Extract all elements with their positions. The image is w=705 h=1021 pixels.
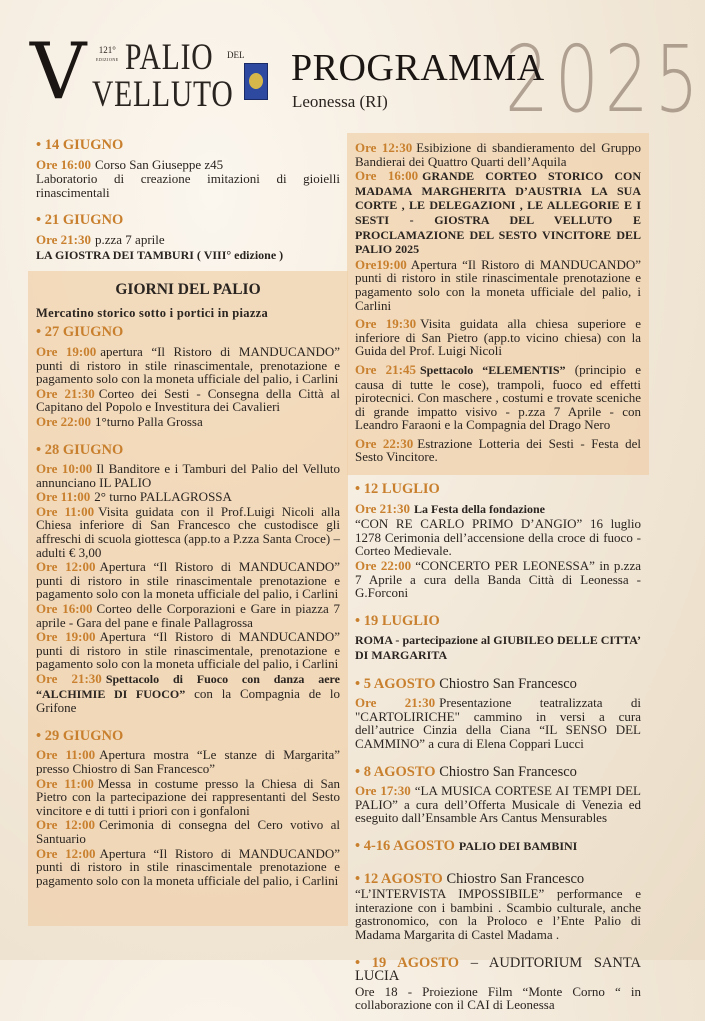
location: Leonessa (RI) — [292, 92, 388, 111]
event-entry — [355, 887, 641, 941]
event-entry — [36, 415, 340, 429]
event-time: Ore 12:30 — [355, 140, 413, 155]
event-time: Ore 11:00 — [36, 775, 94, 791]
event-text: Laboratorio di creazione imitazioni di gioielli rinascimentali — [36, 171, 340, 200]
palio-del-velluto-logo: V 121° EDIZIONE PALIO DEL VELLUTO — [30, 27, 245, 117]
event-time: Ore 11:00 — [36, 747, 96, 763]
spacer — [355, 1013, 641, 1021]
event-entry — [36, 387, 340, 414]
day-place: Chiostro San Francesco — [439, 763, 577, 780]
event-entry — [355, 169, 641, 257]
event-entry — [36, 505, 340, 559]
event-entry — [355, 502, 641, 517]
event-entry — [36, 462, 340, 489]
spacer — [36, 716, 340, 724]
event-entry — [36, 233, 340, 247]
event-entry — [355, 437, 641, 464]
day-heading — [355, 954, 641, 985]
event-text: Esibizione di sbandieramento del Gruppo Bandierai dei Quattro Quarti dell’Aquila — [355, 140, 641, 169]
event-text: Corteo dei Sesti - Consegna della Città al Capitano del Popolo e Investitura dei Cavalieri — [36, 385, 340, 415]
day-date: • 4-16 AGOSTO — [355, 837, 455, 854]
spacer — [36, 200, 340, 208]
day-date: • 12 LUGLIO — [355, 481, 440, 498]
event-time: Ore 19:30 — [355, 316, 417, 332]
event-time: Ore 21:30 — [36, 671, 102, 686]
event-time: Ore 12:00 — [36, 845, 96, 861]
event-entry — [36, 847, 340, 888]
event-text: Apertura “Il Ristoro di MANDUCANDO” punti di ristoro in stile rinascimentale prenotazione e pagamento solo con la moneta ufficiale del palio, i Carlini — [355, 256, 641, 313]
header — [0, 0, 705, 133]
event-title: ROMA - partecipazione al GIUBILEO DELLE CITTA’ DI MARGARITA — [355, 633, 641, 662]
event-time: Ore 16:00 — [355, 168, 419, 184]
event-time: Ore 10:00 — [36, 461, 93, 477]
event-time: Ore 12:00 — [36, 817, 96, 833]
day-heading — [355, 612, 641, 629]
spacer — [36, 263, 340, 271]
event-time: Ore 19:00 — [36, 629, 96, 645]
day-date: • 19 LUGLIO — [355, 612, 440, 629]
event-text: Estrazione Lotteria dei Sesti - Festa del Sesto Vincitore. — [355, 435, 642, 465]
edition: 121° EDIZIONE — [96, 45, 119, 62]
day-heading — [355, 837, 641, 854]
event-entry — [355, 633, 641, 662]
event-time: Ore 12:00 — [36, 559, 96, 575]
event-entry — [36, 248, 340, 263]
event-text: “CON RE CARLO PRIMO D’ANGIO” 16 luglio 1278 Cerimonia dell’accensione della croce di fuoco - Corteo Medievale. — [355, 516, 641, 559]
day-date: • 14 GIUGNO — [36, 137, 124, 153]
day-heading — [355, 675, 641, 692]
event-text: Visita guidata alla chiesa superiore e inferiore di San Pietro (app.to vicino chiesa) con la Guida del Prof. Luigi Nicoli — [355, 316, 642, 359]
event-text: Visita guidata con il Prof.Luigi Nicoli alla Chiesa inferiore di San Francesco che custodisce gli affreschi di scuola giottesca (app.to a P.zza Santa Croce) – adulti € 3,00 — [36, 503, 341, 560]
event-entry — [36, 602, 340, 629]
day-title: PALIO DEI BAMBINI — [458, 838, 578, 853]
event-time: Ore 11:00 — [36, 503, 95, 519]
day-date: • 28 GIUGNO — [36, 441, 124, 458]
event-time: Ore 21:30 — [36, 231, 91, 247]
giorni-del-palio-box — [28, 271, 348, 926]
day-heading — [36, 139, 340, 153]
spacer — [355, 826, 641, 834]
event-title: GRANDE CORTEO STORICO CON MADAMA MARGHERITA D’AUSTRIA LA SUA CORTE , LE DELEGAZIONI , LE ALLEGORIE E I SESTI - GIOSTRA DEL VELLUTO E PROCLAMAZIONE DEL SESTO VINCITORE DEL PALIO 2025 — [355, 169, 641, 257]
event-entry — [36, 560, 340, 601]
day-date: • 27 GIUGNO — [36, 324, 124, 341]
day-heading — [355, 763, 641, 780]
day-date: • 5 AGOSTO — [355, 675, 436, 692]
event-text: 2° turno PALLAGROSSA — [94, 489, 232, 505]
spacer — [355, 943, 641, 951]
event-text: 1°turno Palla Grossa — [95, 413, 203, 429]
event-time: Ore 22:00 — [36, 413, 91, 429]
event-entry — [36, 158, 340, 172]
event-time: Ore 19:00 — [36, 343, 97, 359]
event-entry — [36, 818, 340, 845]
event-entry — [36, 672, 340, 715]
event-text: Ore 18 - Proiezione Film “Monte Corno “ in collaborazione con il CAI di Leonessa — [355, 983, 641, 1013]
event-time: Ore 21:45 — [355, 361, 416, 377]
spacer — [36, 430, 340, 438]
spacer — [355, 752, 641, 760]
day-heading — [36, 326, 340, 340]
page-title: PROGRAMMA — [291, 47, 545, 89]
event-text: Presentazione teatralizzata di "CARTOLIRICHE" cammino in versi a cura dell’autrice Cinzia della Ciana “IL SENSO DEL CAMMINO” a cura di Elena Coppari Lucci — [355, 695, 641, 751]
event-entry — [355, 363, 641, 432]
event-text: “L’INTERVISTA IMPOSSIBILE” performance e interazione con i bambini . Scambio culturale, anche gastronomico, con la Proloco e l’Ente Palio di Madama Margarita di Castel Madama . — [355, 886, 641, 942]
event-title: La Festa della fondazione — [414, 501, 545, 516]
event-time: Ore 21:30 — [355, 695, 436, 711]
event-entry — [355, 517, 641, 558]
event-entry — [36, 490, 340, 504]
event-text: “LA MUSICA CORTESE AI TEMPI DEL PALIO” a cura dell’Offerta Musicale di Venezia ed eseguito dall’Ensamble Ars Cantus Mensurables — [355, 783, 641, 826]
event-time: Ore 16:00 — [36, 156, 91, 172]
day-place: Chiostro San Francesco — [446, 870, 585, 887]
box-title: GIORNI DEL PALIO — [115, 281, 261, 299]
event-text: Corso San Giuseppe z45 — [95, 156, 224, 172]
right-events — [355, 483, 641, 1021]
event-time: Ore19:00 — [355, 256, 407, 272]
event-text: Messa in costume presso la Chiesa di San Pietro con la partecipazione dei rappresentanti del Sesto vincitore e di tutti i priori con i gonfaloni — [36, 775, 340, 818]
event-title: Spettacolo “ELEMENTIS” — [419, 362, 566, 377]
spacer — [355, 664, 641, 672]
event-text: (principio e causa di tutte le cose), trampoli, fuoco ed effetti pirotecnici. Con maschere , costumi e trovate sceniche di grande impatto visivo - p.zza 7 Aprile - con Leandro Faraoni e la Compagnia del Drago Nero — [355, 361, 641, 433]
day-date: • 29 GIUGNO — [36, 727, 124, 744]
day-date: • 21 GIUGNO — [36, 212, 124, 229]
day-date: • 19 AGOSTO — [355, 954, 460, 971]
day-place: Chiostro San Francesco — [439, 675, 577, 692]
event-entry — [355, 696, 641, 750]
event-entry — [36, 630, 340, 671]
event-text: apertura “Il Ristoro di MANDUCANDO” punti di ristoro in stile rinascimentale, prenotazione e pagamento solo con la moneta ufficiale del palio, i Carlini — [36, 343, 341, 387]
event-text: Corteo delle Corporazioni e Gare in piazza 7 aprile - Gara del pane e finale Pallagrossa — [36, 601, 341, 630]
crest-icon — [244, 63, 268, 100]
right-column — [355, 136, 641, 1021]
event-text: Apertura mostra “Le stanze di Margarita” presso Chiostro di San Francesco” — [36, 747, 340, 776]
event-entry — [36, 172, 340, 199]
event-text: “CONCERTO PER LEONESSA” in p.zza 7 Aprile a cura della Banda Città di Leonessa - G.Forconi — [355, 558, 641, 601]
event-title: LA GIOSTRA DEI TAMBURI ( VIII° edizione ) — [36, 247, 284, 262]
event-text: Il Banditore e i Tamburi del Palio del Velluto annunciano IL PALIO — [36, 461, 340, 490]
day-heading — [36, 214, 340, 228]
day-heading — [36, 441, 340, 458]
event-entry — [355, 317, 641, 358]
day-heading — [355, 870, 641, 887]
event-entry — [355, 784, 641, 825]
left-column — [36, 133, 340, 926]
event-time: Ore 17:30 — [355, 783, 411, 799]
event-text: Apertura “Il Ristoro di MANDUCANDO” punti di ristoro in stile rinascimentale prenotazione e pagamento solo con la moneta ufficiale del palio, i Carlini — [36, 559, 340, 602]
giorni-del-palio-box-continued — [347, 133, 649, 475]
event-entry — [355, 258, 641, 312]
event-text: Apertura “Il Ristoro di MANDUCANDO” punti di ristoro in stile rinascimentale prenotazione e pagamento solo con la moneta ufficiale del palio, i Carlini — [36, 845, 340, 888]
event-entry — [36, 748, 340, 775]
event-time: Ore 22:30 — [355, 435, 414, 451]
event-entry — [36, 345, 340, 386]
spacer — [355, 601, 641, 609]
day-place: – AUDITORIUM SANTA LUCIA — [355, 954, 641, 985]
event-text: Apertura “Il Ristoro di MANDUCANDO” punti di ristoro in stile rinascimentale, prenotazione e pagamento solo con la moneta ufficiale del palio, i Carlini — [36, 629, 340, 672]
event-time: Ore 21:30 — [36, 385, 95, 401]
year: 2025 — [505, 26, 705, 133]
day-heading — [36, 727, 340, 744]
box-subtitle: Mercatino storico sotto i portici in piazza — [36, 305, 269, 320]
event-text: con la Compagnia de lo Grifone — [36, 685, 340, 716]
event-time: Ore 21:30 — [355, 500, 410, 516]
day-heading — [355, 483, 641, 497]
event-entry — [355, 559, 641, 600]
event-title: Spettacolo di Fuoco con danza aere “ALCHIMIE DI FUOCO” — [36, 672, 340, 701]
day-date: • 8 AGOSTO — [355, 763, 436, 780]
event-entry — [355, 985, 641, 1012]
spacer — [36, 888, 340, 896]
event-time: Ore 16:00 — [36, 601, 93, 617]
event-entry — [36, 777, 340, 818]
event-text: p.zza 7 aprile — [95, 231, 165, 247]
event-text: Cerimonia di consegna del Cero votivo al Santuario — [36, 817, 340, 846]
spacer — [355, 859, 641, 867]
event-entry — [355, 141, 641, 168]
event-time: Ore 22:00 — [355, 558, 412, 574]
day-date: • 12 AGOSTO — [355, 870, 443, 887]
event-time: Ore 11:00 — [36, 489, 91, 505]
